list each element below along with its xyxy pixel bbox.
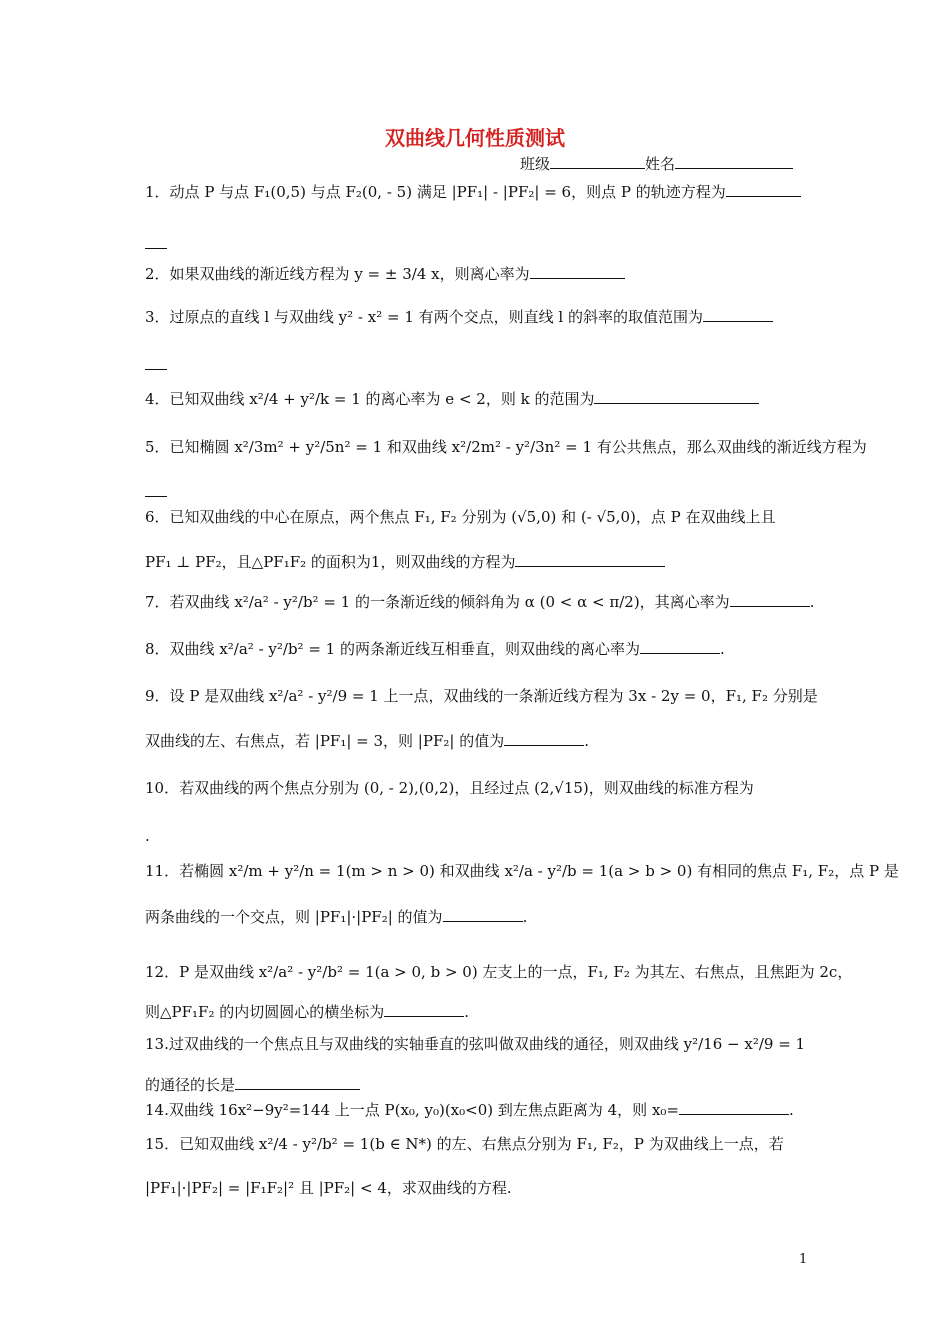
- question-text: PF₁ ⊥ PF₂，且△PF₁F₂ 的面积为1，则双曲线的方程为: [145, 553, 516, 571]
- answer-blank[interactable]: [703, 305, 773, 322]
- answer-blank[interactable]: [640, 637, 720, 654]
- question-text: 过原点的直线 l 与双曲线 y² - x² = 1 有两个交点，则直线 l 的斜率的取值范围为: [169, 308, 703, 326]
- page-title: 双曲线几何性质测试: [385, 126, 565, 150]
- question-10-continued: [145, 826, 810, 846]
- question-7: 7．若双曲线 x²/a² - y²/b² = 1 的一条渐近线的倾斜角为 α (0 < α < π/2)，其离心率为 .: [145, 590, 810, 612]
- question-number: 13.: [145, 1035, 169, 1053]
- question-text: 已知椭圆 x²/3m² + y²/5n² = 1 和双曲线 x²/2m² - y²/3n² = 1 有公共焦点，那么双曲线的渐近线方程为: [169, 438, 867, 456]
- answer-blank[interactable]: [145, 480, 167, 497]
- question-number: 4．: [145, 390, 170, 408]
- question-6: [145, 507, 810, 527]
- question-12-continued: 则△PF₁F₂ 的内切圆圆心的横坐标为 .: [145, 1000, 810, 1022]
- question-text: 已知双曲线的中心在原点，两个焦点 F₁, F₂ 分别为 (√5,0) 和 (- √5,0)，点 P 在双曲线上且: [169, 508, 776, 526]
- question-text: 若双曲线 x²/a² - y²/b² = 1 的一条渐近线的倾斜角为 α (0 < α < π/2)，其离心率为: [169, 593, 730, 611]
- question-text: 若椭圆 x²/m + y²/n = 1(m > n > 0) 和双曲线 x²/a - y²/b = 1(a > b > 0) 有相同的焦点 F₁, F₂，点 P 是: [179, 862, 899, 880]
- answer-blank[interactable]: [443, 905, 523, 922]
- question-number: 12．: [145, 963, 180, 981]
- question-number: 10．: [145, 779, 180, 797]
- question-2: [145, 262, 810, 284]
- question-text: 动点 P 与点 F₁(0,5) 与点 F₂(0, - 5) 满足 |PF₁| - |PF₂| = 6，则点 P 的轨迹方程为: [169, 183, 726, 201]
- question-number: 14.: [145, 1101, 169, 1119]
- question-9: [145, 686, 818, 706]
- question-15: [145, 1134, 810, 1154]
- question-number: 7．: [145, 593, 170, 611]
- answer-blank[interactable]: [726, 180, 801, 197]
- answer-blank[interactable]: [145, 232, 167, 249]
- question-9-continued: 双曲线的左、右焦点，若 |PF₁| = 3，则 |PF₂| 的值为 .: [145, 729, 810, 751]
- question-text: 已知双曲线 x²/4 + y²/k = 1 的离心率为 e < 2，则 k 的范围为: [169, 390, 595, 408]
- question-13: [145, 1034, 810, 1054]
- question-number: 15．: [145, 1135, 180, 1153]
- answer-blank[interactable]: [530, 262, 625, 279]
- question-text: .: [145, 827, 150, 845]
- question-11-continued: 两条曲线的一个交点，则 |PF₁|·|PF₂| 的值为 .: [145, 905, 810, 927]
- question-10: [145, 778, 810, 798]
- question-4: [145, 387, 810, 409]
- question-number: 9．: [145, 687, 170, 705]
- question-text: 的通径的长是: [145, 1076, 236, 1094]
- answer-blank-continuation: [145, 353, 810, 375]
- question-number: 1．: [145, 183, 170, 201]
- question-8: 8．双曲线 x²/a² - y²/b² = 1 的两条渐近线互相垂直，则双曲线的离心率为 .: [145, 637, 810, 659]
- question-1: [145, 180, 810, 202]
- question-text: 双曲线 16x²−9y²=144 上一点 P(x₀, y₀)(x₀<0) 到左焦点距离为 4，则 x₀=: [168, 1101, 679, 1119]
- question-5: [145, 437, 867, 457]
- question-text: P 是双曲线 x²/a² - y²/b² = 1(a > 0, b > 0) 左支上的一点，F₁, F₂ 为其左、右焦点，且焦距为 2c，: [179, 963, 853, 981]
- question-15-continued: [145, 1178, 810, 1198]
- answer-blank[interactable]: [504, 729, 584, 746]
- student-info-line: [520, 152, 793, 174]
- class-blank[interactable]: [550, 152, 645, 169]
- question-text: 两条曲线的一个交点，则 |PF₁|·|PF₂| 的值为: [145, 908, 443, 926]
- page-number: 1: [799, 1252, 808, 1267]
- name-label: 姓名: [645, 155, 676, 173]
- answer-blank[interactable]: [235, 1073, 360, 1090]
- answer-blank[interactable]: [384, 1000, 464, 1017]
- question-number: 5．: [145, 438, 170, 456]
- question-number: 6．: [145, 508, 170, 526]
- question-text: 双曲线的左、右焦点，若 |PF₁| = 3，则 |PF₂| 的值为: [145, 732, 505, 750]
- question-text: 已知双曲线 x²/4 - y²/b² = 1(b ∈ N*) 的左、右焦点分别为 F₁, F₂，P 为双曲线上一点，若: [179, 1135, 784, 1153]
- class-label: 班级: [520, 155, 551, 173]
- question-12: [145, 962, 853, 982]
- question-text: 则△PF₁F₂ 的内切圆圆心的横坐标为: [145, 1003, 385, 1021]
- question-number: 2．: [145, 265, 170, 283]
- answer-blank[interactable]: [679, 1098, 789, 1115]
- question-text: 若双曲线的两个焦点分别为 (0, - 2),(0,2)，且经过点 (2,√15)，则双曲线的标准方程为: [179, 779, 754, 797]
- answer-blank-continuation: [145, 232, 810, 254]
- question-number: 11．: [145, 862, 180, 880]
- question-3: [145, 305, 810, 327]
- question-14: 14.双曲线 16x²−9y²=144 上一点 P(x₀, y₀)(x₀<0) 到左焦点距离为 4，则 x₀= .: [145, 1098, 810, 1120]
- question-text: |PF₁|·|PF₂| = |F₁F₂|² 且 |PF₂| < 4，求双曲线的方程.: [145, 1179, 512, 1197]
- name-blank[interactable]: [675, 152, 793, 169]
- answer-blank[interactable]: [145, 353, 167, 370]
- answer-blank-continuation: [145, 480, 810, 502]
- answer-blank[interactable]: [594, 387, 759, 404]
- answer-blank[interactable]: [515, 550, 665, 567]
- question-number: 8．: [145, 640, 170, 658]
- question-number: 3．: [145, 308, 170, 326]
- question-13-continued: [145, 1073, 810, 1095]
- question-11: [145, 861, 899, 881]
- answer-blank[interactable]: [730, 590, 810, 607]
- question-6-continued: [145, 550, 810, 572]
- question-text: 双曲线 x²/a² - y²/b² = 1 的两条渐近线互相垂直，则双曲线的离心率为: [169, 640, 640, 658]
- question-text: 如果双曲线的渐近线方程为 y = ± 3/4 x，则离心率为: [169, 265, 530, 283]
- question-text: 设 P 是双曲线 x²/a² - y²/9 = 1 上一点，双曲线的一条渐近线方程为 3x - 2y = 0，F₁, F₂ 分别是: [169, 687, 818, 705]
- question-text: 过双曲线的一个焦点且与双曲线的实轴垂直的弦叫做双曲线的通径，则双曲线 y²/16 − x²/9 = 1: [168, 1035, 806, 1053]
